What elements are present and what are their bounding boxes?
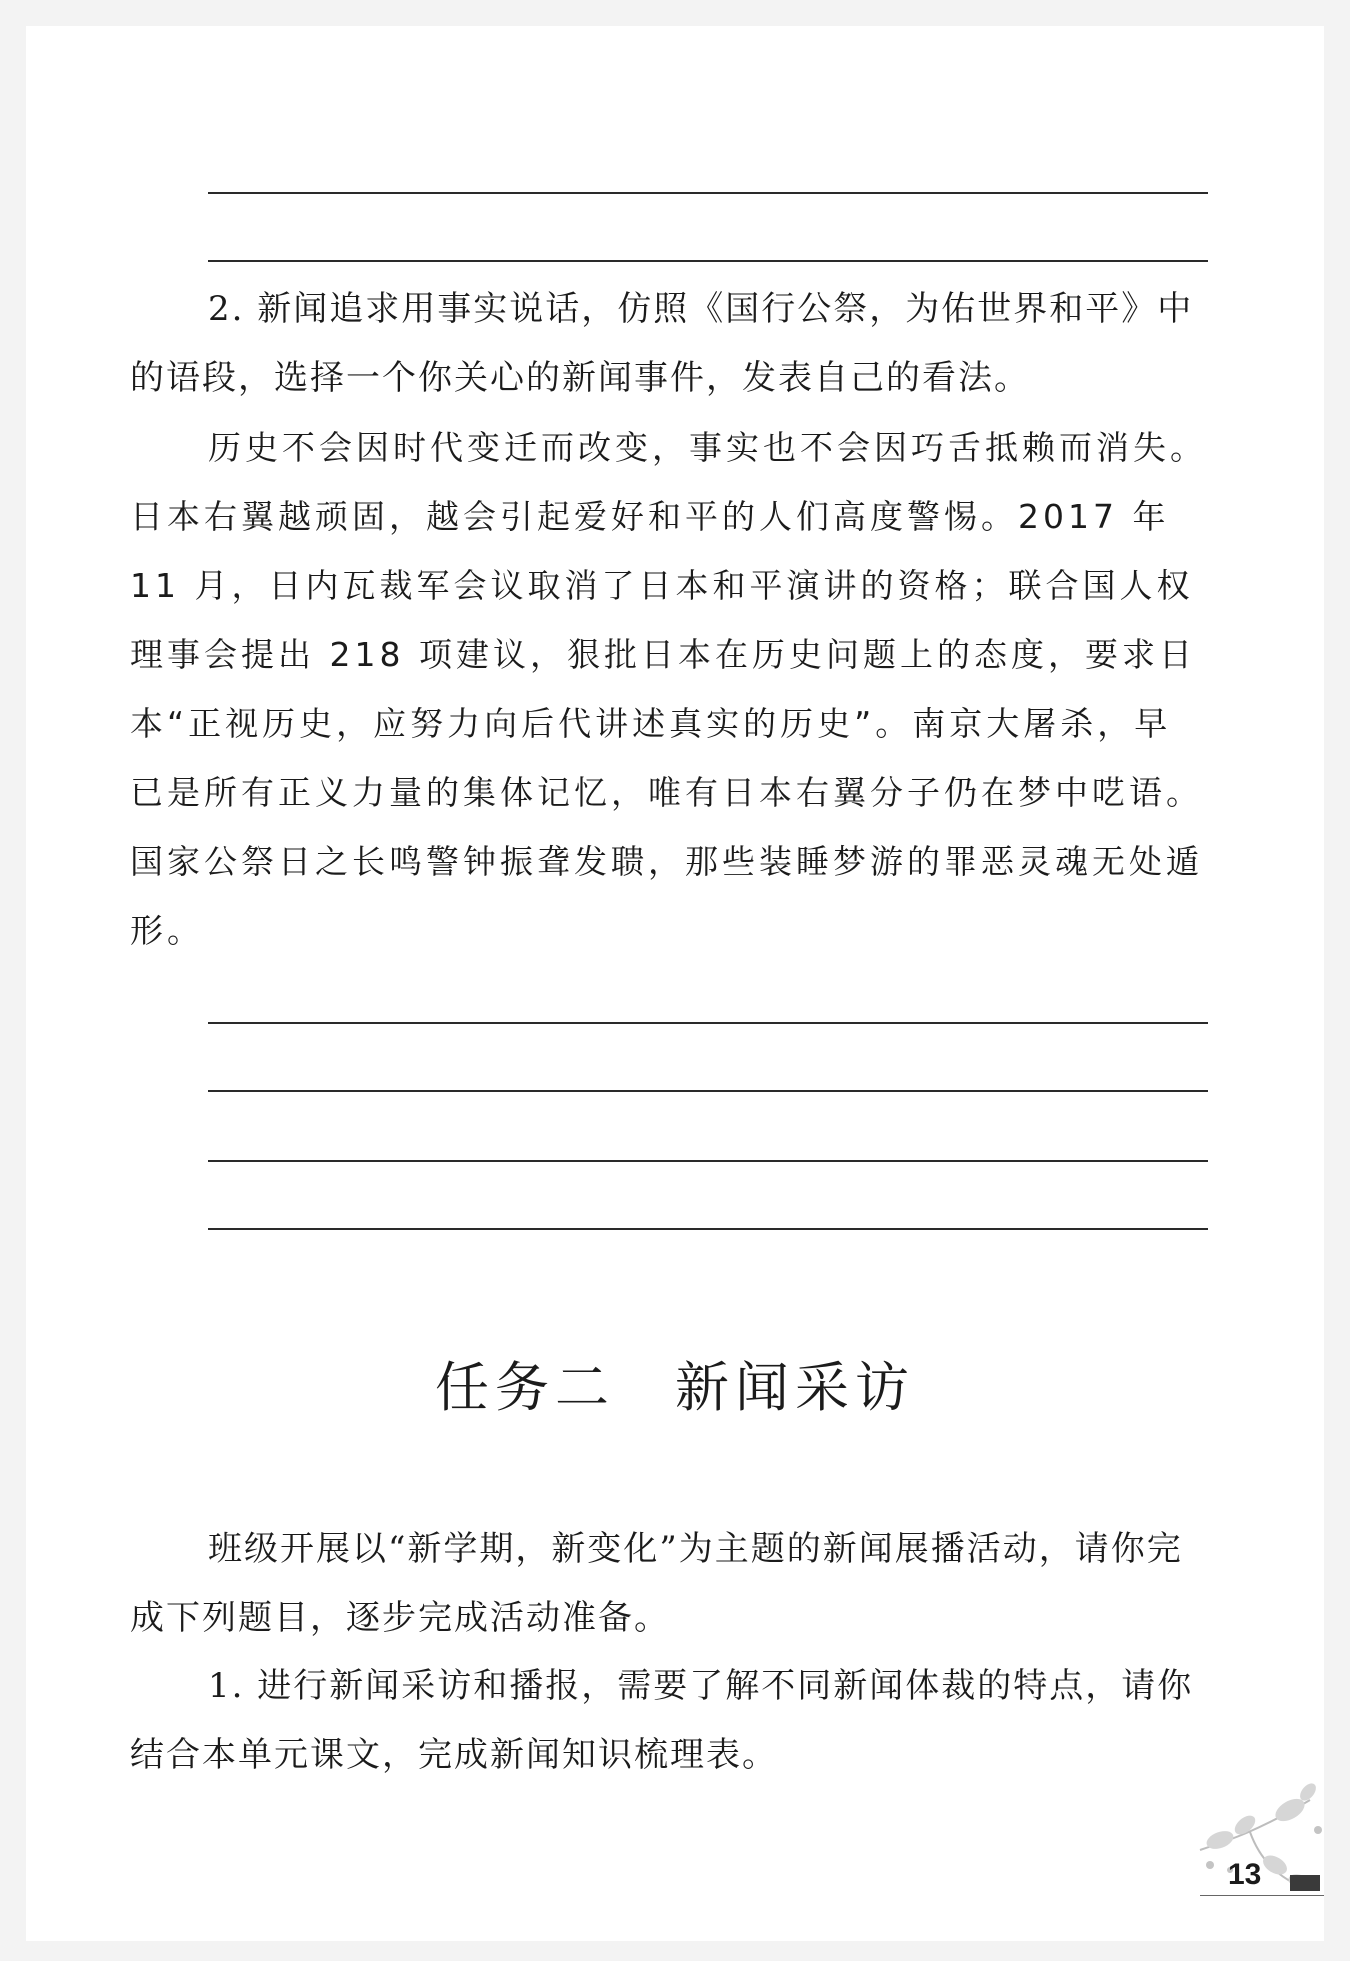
example-paragraph [130, 413, 1208, 965]
question-2-text: 2. 新闻追求用事实说话，仿照《国行公祭，为佑世界和平》中的语段，选择一个你关心的新闻事件，发表自己的看法。 [130, 289, 1194, 398]
page-number-underline [1200, 1895, 1324, 1896]
answer-line[interactable] [208, 1090, 1208, 1092]
question-1-text: 1. 进行新闻采访和播报，需要了解不同新闻体裁的特点，请你结合本单元课文，完成新闻知识梳理表。 [130, 1666, 1194, 1775]
answer-line[interactable] [208, 1160, 1208, 1162]
page-number-bar [1290, 1875, 1320, 1891]
answer-line[interactable] [208, 260, 1208, 262]
example-paragraph-text: 历史不会因时代变迁而改变，事实也不会因巧舌抵赖而消失。日本右翼越顽固，越会引起爱好和平的人们高度警惕。2017 年 11 月，日内瓦裁军会议取消了日本和平演讲的资格；联合国人权理事会提出 218 项建议，狠批日本在历史问题上的态度，要求日本“正视历史，应努力向后代讲述真实的历史”。南京大屠杀，早已是所有正义力量的集体记忆，唯有日本右翼分子仍在梦中呓语。国家公祭日之长鸣警钟振聋发聩，那些装睡梦游的罪恶灵魂无处遁形。 [130, 428, 1207, 950]
intro-paragraph [130, 1515, 1208, 1653]
intro-text: 班级开展以“新学期，新变化”为主题的新闻展播活动，请你完成下列题目，逐步完成活动准备。 [130, 1529, 1183, 1638]
answer-line[interactable] [208, 192, 1208, 194]
answer-line[interactable] [208, 1022, 1208, 1024]
section-title: 任务二 新闻采访 [435, 1356, 915, 1419]
page-number: 13 [1228, 1858, 1262, 1891]
question-1 [130, 1652, 1208, 1790]
question-2 [130, 275, 1208, 413]
answer-line[interactable] [208, 1228, 1208, 1230]
